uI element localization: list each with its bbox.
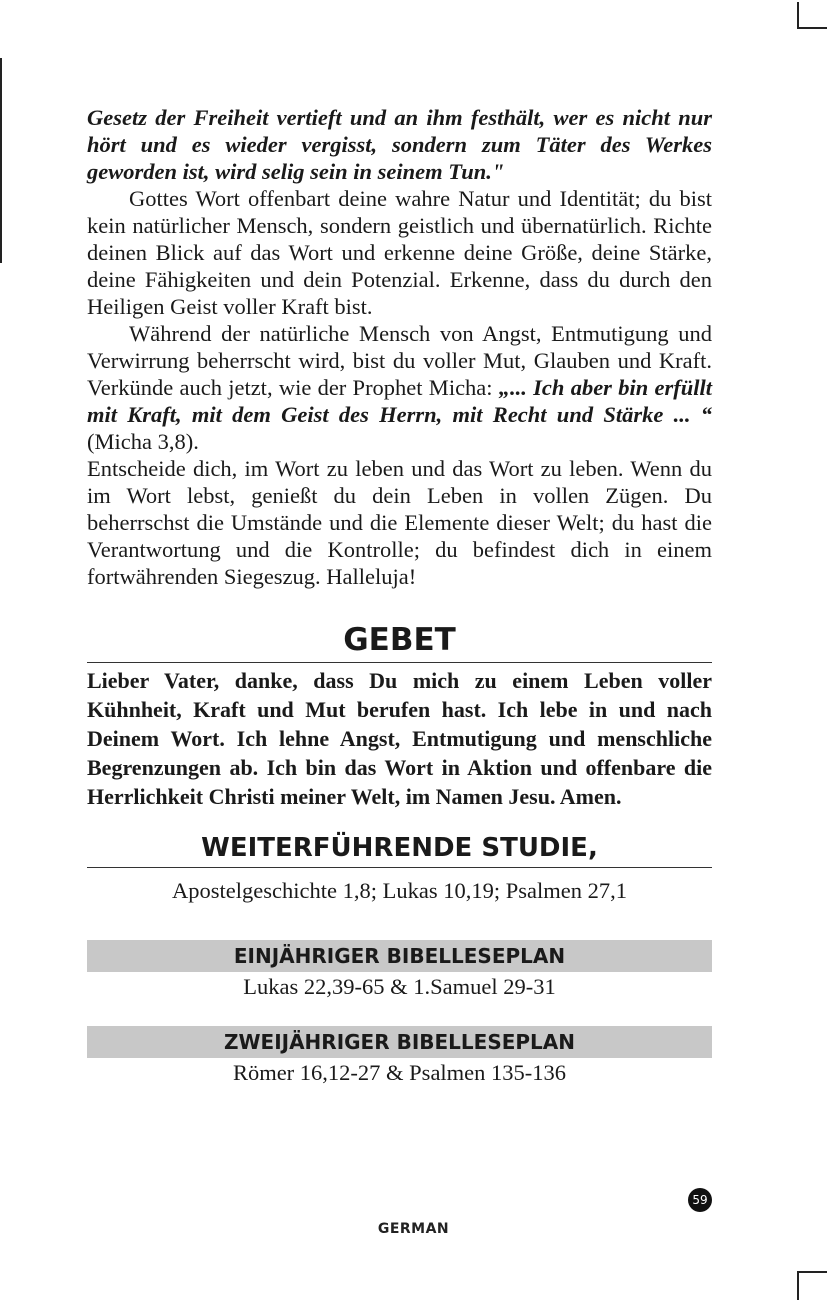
one-year-plan [87, 940, 712, 1002]
crop-mark [797, 1271, 799, 1300]
page-number-badge: 59 [688, 1188, 712, 1212]
one-year-plan-title: EINJÄHRIGER BIBELLESEPLAN [87, 940, 712, 972]
intro-quote: Gesetz der Freiheit vertieft und an ihm festhält, wer es nicht nur hört und es wieder vergisst, sondern zum Täter des Werkes geworden ist, wird selig sein in seinem Tun." [87, 105, 712, 184]
micha-quote: „... Ich aber bin erfüllt mit Kraft, mit dem Geist des Herrn, mit Recht und Stärke ... “ [87, 375, 712, 427]
study-divider [87, 867, 712, 868]
page-content [87, 104, 712, 1088]
page-edge-mark [0, 58, 2, 263]
two-year-plan-reading: Römer 16,12-27 & Psalmen 135-136 [232, 1060, 567, 1085]
crop-mark [797, 2, 799, 29]
two-year-plan [87, 1026, 712, 1088]
study-references: Apostelgeschichte 1,8; Lukas 10,19; Psalmen 27,1 [172, 878, 627, 903]
micha-reference: (Micha 3,8). [87, 429, 199, 454]
language-footer: GERMAN [377, 1221, 450, 1237]
prayer-text: Lieber Vater, danke, dass Du mich zu einem Leben voller Kühnheit, Kraft und Mut berufen hast. Ich lebe in und nach Deinem Wort. Ich lehne Angst, Entmutigung und menschliche Begrenzungen ab. Ich bin das Wort in Aktion und offenbare die Herrlichkeit Christi meiner Welt, im Namen Jesu. Amen. [87, 668, 712, 809]
two-year-plan-title: ZWEIJÄHRIGER BIBELLESEPLAN [87, 1026, 712, 1058]
crop-mark [797, 1271, 827, 1273]
devotional-text [87, 104, 712, 590]
paragraph-live-word: Entscheide dich, im Wort zu leben und das Wort zu leben. Wenn du im Wort lebst, genießt du dein Leben in vollen Zügen. Du beherrschst die Umstände und die Elemente dieser Welt; du hast die Verantwortung und die Kontrolle; du befindest dich in einem fortwährenden Siegeszug. Halleluja! [87, 456, 712, 589]
crop-mark [797, 27, 827, 29]
prayer-heading: GEBET [343, 622, 456, 658]
study-heading: WEITERFÜHRENDE STUDIE, [201, 833, 598, 863]
paragraph-micha [87, 320, 712, 455]
one-year-plan-reading: Lukas 22,39-65 & 1.Samuel 29-31 [243, 974, 556, 999]
paragraph-identity: Gottes Wort offenbart deine wahre Natur und Identität; du bist kein natürlicher Mensch, sondern geistlich und übernatürlich. Richte deinen Blick auf das Wort und erkenne deine Größe, deine Stärke, deine Fähigkeiten und dein Potenzial. Erkenne, dass du durch den Heiligen Geist voller Kraft bist. [87, 186, 712, 319]
paragraph-micha-text: Während der natürliche Mensch von Angst, Entmutigung und Verwirrung beherrscht wird, bist du voller Mut, Glauben und Kraft. Verkünde auch jetzt, wie der Prophet Micha: [87, 321, 712, 400]
prayer-divider [87, 662, 712, 663]
